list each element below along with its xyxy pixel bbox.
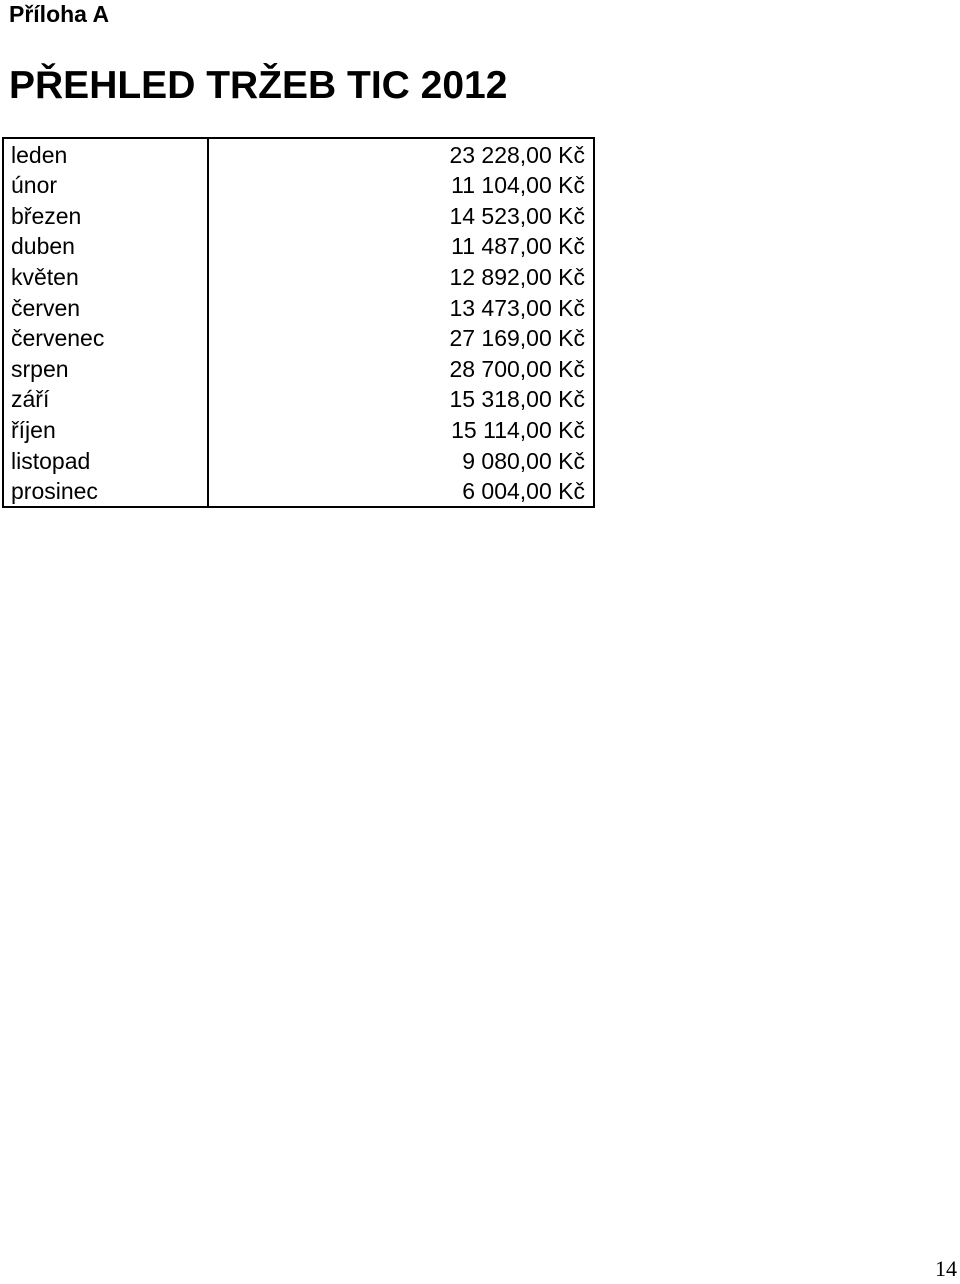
table-row — [3, 170, 594, 201]
table-row — [3, 323, 594, 354]
month-cell: únor — [3, 170, 208, 201]
table-row — [3, 231, 594, 262]
amount-cell: 15 318,00 Kč — [449, 386, 585, 413]
month-cell: květen — [3, 261, 208, 292]
amount-cell: 14 523,00 Kč — [449, 202, 585, 229]
amount-cell: 27 169,00 Kč — [449, 325, 585, 352]
month-cell: listopad — [3, 445, 208, 476]
month-cell: duben — [3, 231, 208, 262]
table-row — [3, 292, 594, 323]
month-cell: září — [3, 384, 208, 415]
table-row — [3, 353, 594, 384]
page-title: PŘEHLED TRŽEB TIC 2012 — [9, 64, 508, 107]
month-cell: leden — [3, 138, 208, 170]
month-cell: prosinec — [3, 476, 208, 508]
amount-cell: 13 473,00 Kč — [449, 294, 585, 321]
month-cell: červenec — [3, 323, 208, 354]
table-row — [3, 200, 594, 231]
table-row — [3, 384, 594, 415]
table-row — [3, 414, 594, 445]
table-row — [3, 138, 594, 170]
page-number: 14 — [935, 1256, 957, 1281]
table-row — [3, 261, 594, 292]
table-row — [3, 445, 594, 476]
amount-cell: 11 104,00 Kč — [451, 172, 585, 199]
month-cell: březen — [3, 200, 208, 231]
revenue-table-body — [3, 138, 594, 507]
amount-cell: 28 700,00 Kč — [449, 355, 585, 382]
amount-cell: 23 228,00 Kč — [449, 141, 585, 168]
amount-cell: 6 004,00 Kč — [462, 478, 585, 505]
table-row — [3, 476, 594, 508]
amount-cell: 11 487,00 Kč — [451, 233, 585, 260]
month-cell: srpen — [3, 353, 208, 384]
revenue-table — [2, 137, 595, 508]
amount-cell: 15 114,00 Kč — [451, 416, 585, 443]
appendix-label: Příloha A — [9, 1, 110, 27]
month-cell: říjen — [3, 414, 208, 445]
month-cell: červen — [3, 292, 208, 323]
amount-cell: 9 080,00 Kč — [462, 447, 585, 474]
amount-cell: 12 892,00 Kč — [449, 263, 585, 290]
